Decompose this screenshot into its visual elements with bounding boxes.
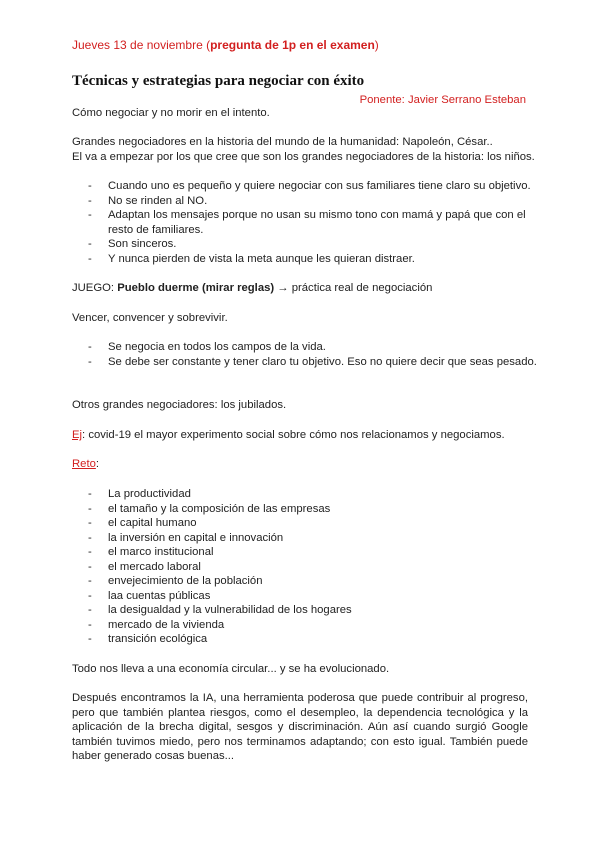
list-item: - Cuando uno es pequeño y quiere negociar con sus familiares tiene claro su objetivo. xyxy=(88,179,538,194)
list-item: - Adaptan los mensajes porque no usan su mismo tono con mamá y papá que con el resto de familiares. xyxy=(88,208,538,237)
page-title: Técnicas y estrategias para negociar con éxito xyxy=(72,73,365,89)
exam-note: pregunta de 1p en el examen xyxy=(210,38,375,52)
date-header xyxy=(72,38,379,53)
list-item: - mercado de la vivienda xyxy=(88,618,538,633)
list-item: - No se rinden al NO. xyxy=(88,194,538,209)
game-name: Pueblo duerme (mirar reglas) xyxy=(117,282,275,294)
list-item: - Y nunca pierden de vista la meta aunque les quieran distraer. xyxy=(88,252,538,267)
list-item: - envejecimiento de la población xyxy=(88,574,538,589)
game-suffix: → práctica real de negociación xyxy=(274,282,433,294)
example-text: : covid-19 el mayor experimento social sobre cómo nos relacionamos y negociamos. xyxy=(82,429,505,441)
date-prefix: Jueves 13 de noviembre ( xyxy=(72,38,211,52)
challenge-label: Reto xyxy=(72,458,96,470)
negotiators-line-2: El va a empezar por los que cree que son los grandes negociadores de la historia: los niños. xyxy=(72,151,535,163)
list-item: - laa cuentas públicas xyxy=(88,589,538,604)
ai-paragraph: Después encontramos la IA, una herramienta poderosa que puede contribuir al progreso, pero que también plantea riesgos, como el desempleo, la dependencia tecnológica y la aplicación de la brecha digital, sesgos y discriminación. Aún así cuando surgió Google también tuvimos miedo, pero nos terminamos adaptando; con esto igual. También puede haber generado cosas buenas... xyxy=(72,692,528,762)
list-item: - el marco institucional xyxy=(88,545,538,560)
list-item: - Son sinceros. xyxy=(88,237,538,252)
circular-economy-text: Todo nos lleva a una economía circular... y se ha evolucionado. xyxy=(72,663,390,675)
list-item: - La productividad xyxy=(88,487,538,502)
list-item: - la desigualdad y la vulnerabilidad de los hogares xyxy=(88,603,538,618)
date-suffix: ) xyxy=(374,38,379,52)
motto-list xyxy=(88,340,538,369)
example-label: Ej xyxy=(72,429,83,441)
list-item: - el mercado laboral xyxy=(88,560,538,575)
negotiators-line-1: Grandes negociadores en la historia del mundo de la humanidad: Napoleón, César.. xyxy=(72,136,493,148)
game-line xyxy=(72,281,432,296)
list-item: - Se negocia en todos los campos de la vida. xyxy=(88,340,538,355)
list-item: - el capital humano xyxy=(88,516,538,531)
game-prefix: JUEGO: xyxy=(72,282,118,294)
kids-list xyxy=(88,179,538,266)
challenge-heading xyxy=(72,457,99,472)
list-item: - el tamaño y la composición de las empresas xyxy=(88,502,538,517)
list-item: - la inversión en capital e innovación xyxy=(88,531,538,546)
retirees-text: Otros grandes negociadores: los jubilados. xyxy=(72,399,287,411)
intro-text: Cómo negociar y no morir en el intento. xyxy=(72,107,270,119)
challenge-list xyxy=(88,487,538,647)
list-item: - Se debe ser constante y tener claro tu objetivo. Eso no quiere decir que seas pesado. xyxy=(88,355,538,370)
example-line xyxy=(72,428,505,443)
list-item: - transición ecológica xyxy=(88,632,538,647)
challenge-colon: : xyxy=(95,458,100,470)
motto-text: Vencer, convencer y sobrevivir. xyxy=(72,312,228,324)
speaker: Ponente: Javier Serrano Esteban xyxy=(359,94,526,106)
